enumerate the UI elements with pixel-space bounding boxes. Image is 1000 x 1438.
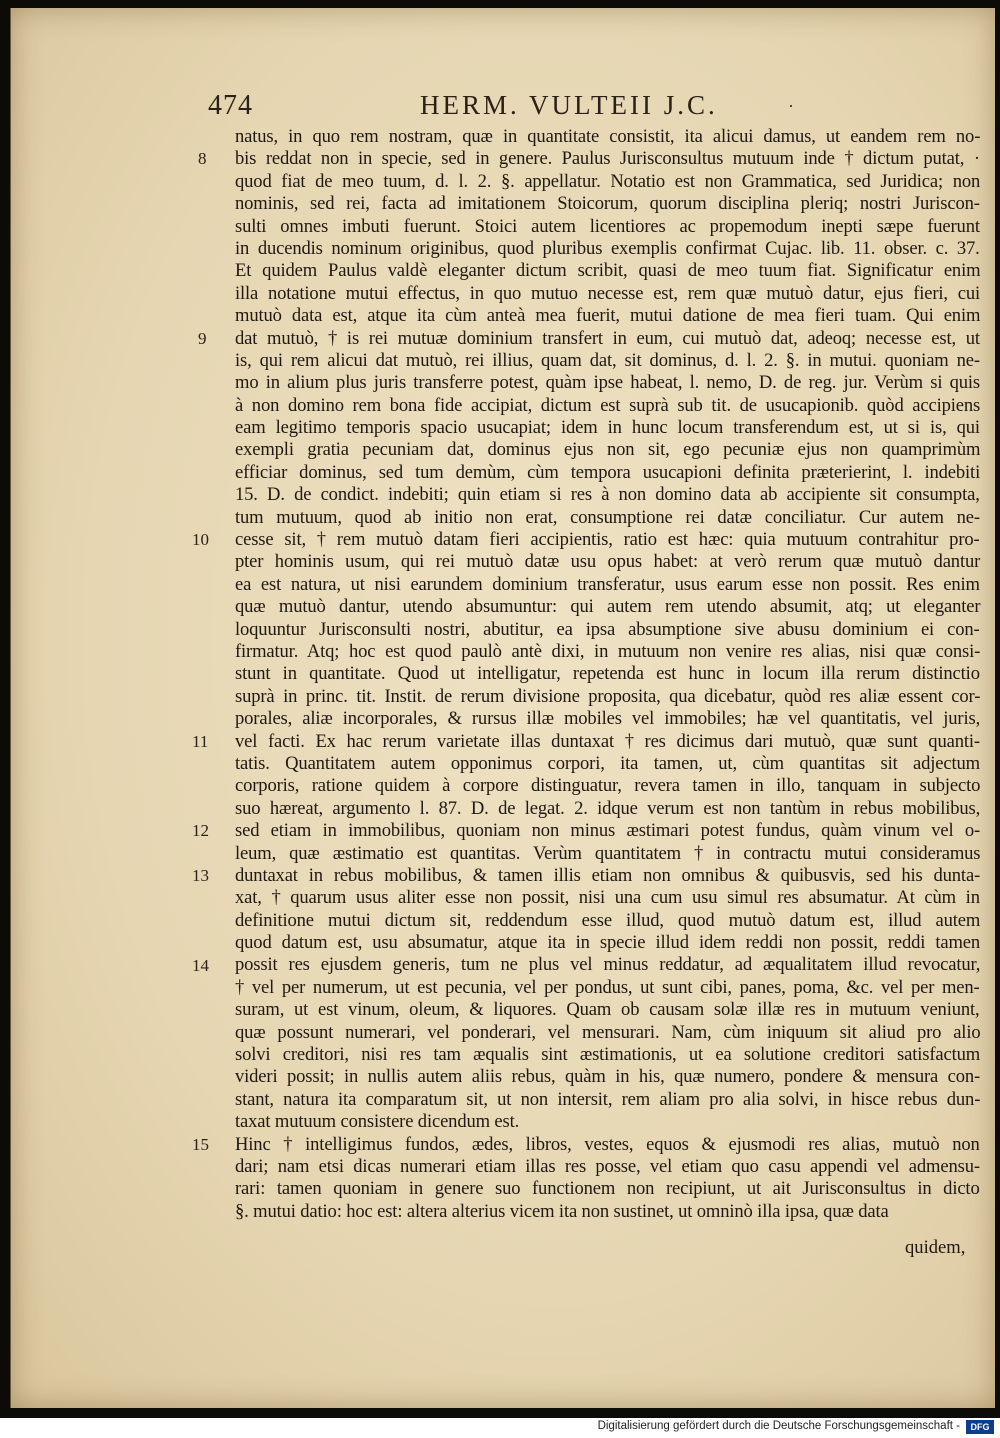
text-line: Et quidem Paulus valdè eleganter dictum scribit, quasi de meo tuum fiat. Significatur enim: [235, 260, 981, 282]
text-line: mo in alium plus juris transferre potest, quàm ipse habeat, l. nemo, D. de reg. jur. Verùm si quis: [235, 372, 981, 394]
text-line: pter hominis usum, qui rei mutuò datæ usu opus habet: at verò rerum quæ mutuò dantur: [235, 551, 981, 573]
text-line: suprà in princ. tit. Instit. de rerum divisione proposita, qua dicebatur, quòd res aliæ essent cor-: [235, 685, 981, 707]
page-number: 474: [208, 90, 253, 121]
dfg-logo: DFG: [966, 1420, 994, 1434]
text-line: leum, quæ æstimatio est quantitas. Verùm quantitatem † in contractu mutui consideramus: [235, 842, 981, 864]
footer: [0, 1418, 1000, 1438]
text-line: à non domino rem bona fide accipiat, dictum est suprà sub tit. de usucapionib. quòd accipiens: [235, 394, 981, 416]
text-line: definitione mutui dictum sit, reddendum esse illud, quod mutuò datum est, illud autem: [235, 909, 981, 931]
text-line: quæ possunt numerari, vel ponderari, vel mensurari. Nam, cùm iniquum sit aliud pro alio: [235, 1021, 981, 1043]
text-line: efficiar dominus, sed tum demùm, cùm tempora usucapioni definita præterierint, l. indebiti: [235, 461, 981, 483]
text-line: quod fiat de meo tuum, d. l. 2. §. appellatur. Notatio est non Grammatica, sed Juridica; non: [235, 170, 981, 192]
text-line: vel facti. Ex hac rerum varietate illas duntaxat † res dicimus dari mutuò, quæ sunt quanti-: [235, 730, 980, 752]
text-line: eam legitimo temporis spacio usucapiat; idem in hunc locum transferendum est, ut si is, qui: [235, 417, 980, 439]
text-line: cesse sit, † rem mutuò datam fieri accipientis, ratio est hæc: quia mutuum contrahitur pro-: [235, 529, 980, 551]
text-line: firmatur. Atq; hoc est quod paulò antè dixi, in mutuum non venire res alias, nisi quæ consi-: [235, 640, 981, 662]
running-mark: ·: [788, 96, 794, 116]
catchword: quidem,: [905, 1237, 966, 1258]
text-line: nominis, sed rei, facta ad imitationem Stoicorum, quorum disciplina pleriq; nostri Juriscon-: [235, 193, 980, 215]
text-line: ea est natura, ut nisi earundem dominium transferatur, usus earum esse non possit. Res enim: [235, 573, 980, 595]
margin-number: 8: [198, 149, 207, 169]
text-line: suram, ut est vinum, oleum, & liquores. Quam ob causam solæ illæ res in mutuum veniunt,: [235, 999, 980, 1021]
text-line: is, qui rem alicui dat mutuò, rei illius, quam dat, sit dominus, d. l. 2. §. in mutui. quoniam ne-: [235, 349, 980, 371]
text-body: [235, 126, 980, 1223]
text-line: stunt in quantitate. Quod ut intelligatur, repetenda est hunc in locum illa rerum distinctio: [235, 663, 980, 685]
text-line: natus, in quo rem nostram, quæ in quantitate consistit, ita alicui damus, ut eandem rem no-: [235, 126, 981, 147]
text-line: rari: tamen quoniam in genere suo functionem non recipiunt, ut ait Jurisconsultus in dicto: [235, 1178, 980, 1200]
text-line: sed etiam in immobilibus, quoniam non minus æstimari potest fundus, quàm vinum vel o-: [235, 820, 981, 842]
text-line: quod datum est, usu absumatur, atque ita in specie illud idem reddi non possit, reddi tamen: [235, 932, 981, 954]
text-line: §. mutui datio: hoc est: altera alterius vicem ita non sustinet, ut omninò illa ipsa, quæ data: [235, 1200, 889, 1222]
text-line: Hinc † intelligimus fundos, ædes, libros, vestes, equos & ejusmodi res alias, mutuò non: [235, 1133, 980, 1155]
text-line: corporis, ratione quidem à corpore distinguatur, revera tamen in illo, tanquam in subjecto: [235, 775, 981, 797]
margin-number: 14: [192, 955, 209, 975]
text-line: porales, aliæ incorporales, & rursus illæ mobiles vel immobiles; hæ vel quantitatis, vel juris,: [235, 708, 981, 730]
margin-number: 12: [192, 821, 209, 841]
margin-number: 15: [192, 1135, 209, 1154]
text-line: dari; nam etsi dicas numerari etiam illas res posse, vel etiam quo casu appendi vel admensu-: [235, 1155, 980, 1177]
footer-credit: Digitalisierung gefördert durch die Deutsche Forschungsgemeinschaft -: [597, 1420, 960, 1432]
margin-number: 13: [192, 866, 209, 886]
text-line: quæ mutuò dantur, utendo absumuntur: qui autem rem utendo absumit, atq; ut eleganter: [235, 596, 981, 618]
running-head: HERM. VULTEII J.C.: [420, 90, 718, 120]
text-line: sulti omnes imbuti fuerunt. Stoici autem licentiores ac propemodum inepti sæpe fuerunt: [235, 215, 980, 237]
text-line: duntaxat in rebus mobilibus, & tamen illis etiam non omnibus & quibusvis, sed his dunta-: [235, 864, 981, 886]
text-line: possit res ejusdem generis, tum ne plus vel minus reddatur, ad æqualitatem illud revocatur,: [235, 954, 981, 976]
text-line: solvi creditori, nisi res tam æqualis sint æstimationis, ut ea solutione creditori satisfactum: [235, 1044, 981, 1066]
text-line: videri possit; in nullis autem aliis rebus, quàm in his, quæ numero, pondere & mensura con-: [235, 1066, 981, 1088]
text-line: stant, natura ita comparatum sit, ut non intersit, rem aliam pro alia solvi, in hisce rebus dun-: [235, 1088, 981, 1110]
text-line: loquuntur Jurisconsulti nostri, abutitur, ea ipsa absumptione sive abusu dominium ei con-: [235, 618, 980, 640]
text-line: tum mutuum, quod ab initio non erat, consumptione rei datæ conciliatur. Cur autem ne-: [235, 506, 980, 528]
text-line: in ducendis nominum originibus, quod pluribus exemplis confirmat Cujac. lib. 11. obser. c. 37.: [235, 237, 980, 259]
text-line: taxat mutuum consistere dicendum est.: [235, 1111, 520, 1133]
margin-number: 11: [192, 731, 209, 751]
text-line: 15. D. de condict. indebiti; quin etiam si res à non domino data ab accipiente sit consumpta,: [235, 484, 980, 506]
text-line: suo hæreat, argumento l. 87. D. de legat. 2. idque verum est non tantùm in rebus mobilibus,: [235, 797, 981, 819]
text-line: † vel per numerum, ut est pecunia, vel per pondus, ut sunt cibi, panes, poma, &c. vel per men-: [235, 976, 980, 998]
text-line: bis reddat non in specie, sed in genere. Paulus Jurisconsultus mutuum inde † dictum putat, ·: [235, 148, 980, 170]
margin-number: 9: [198, 328, 207, 348]
text-line: xat, † quarum usus aliter esse non possit, nisi una cum usu simul res absumatur. At cùm in: [235, 887, 980, 909]
text-line: exempli gratia pecuniam dat, dominus ejus non sit, ego pecuniæ ejus non quamprimùm: [235, 439, 981, 461]
text-line: dat mutuò, † is rei mutuæ dominium transfert in eum, cui mutuò dat, adeoq; necesse est, ut: [235, 327, 980, 349]
margin-number: 10: [192, 530, 209, 550]
text-line: mutuò data est, atque ita cùm anteà mea fuerit, mutui datione de mea fieri tuam. Qui enim: [235, 305, 981, 327]
text-line: tatis. Quantitatem autem opponimus corpori, ita tamen, ut, cùm quantitas sit adjectum: [235, 752, 980, 774]
text-line: illa notatione mutui effectus, in quo mutuo necesse est, rem quæ mutuò datur, ejus fieri, cui: [235, 282, 981, 304]
